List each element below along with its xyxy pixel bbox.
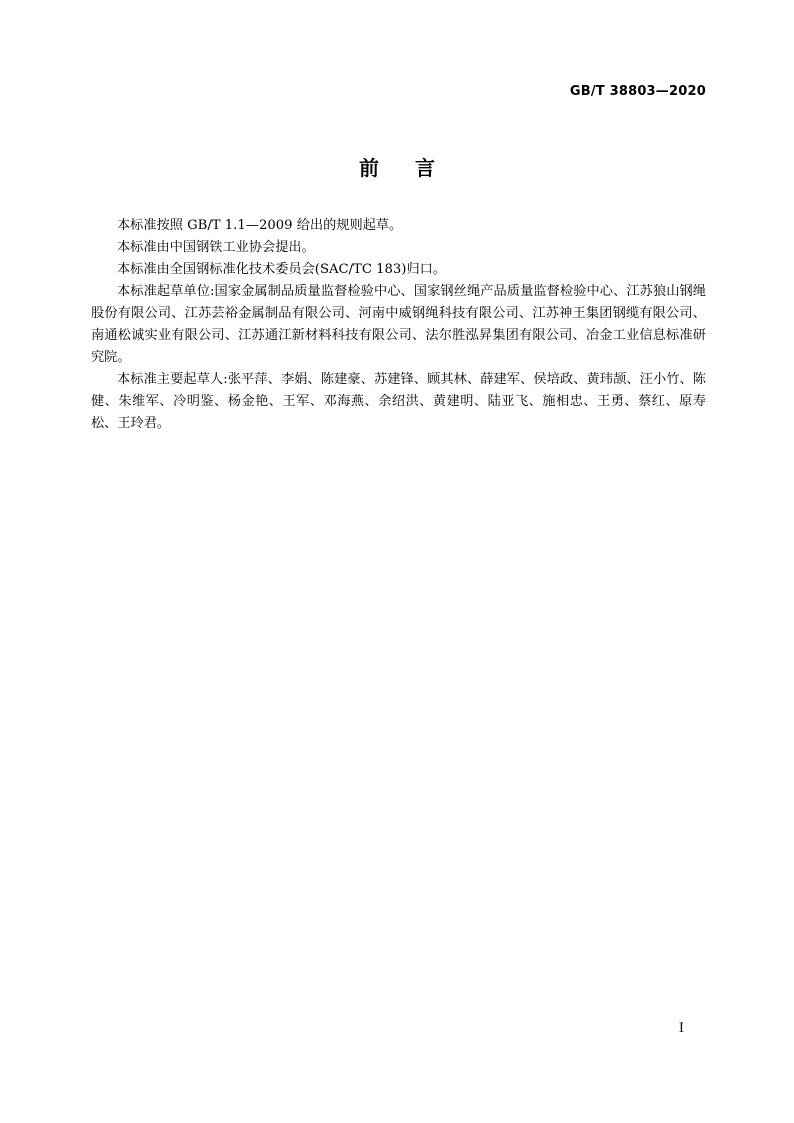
standard-code: GB/T 38803—2020 xyxy=(569,84,706,99)
page-title: 前言 xyxy=(359,156,471,180)
paragraph-proposer: 本标准由中国钢铁工业协会提出。 xyxy=(117,240,315,255)
document-body xyxy=(91,215,706,435)
page-number: I xyxy=(678,1021,684,1036)
paragraph-drafting-units: 本标准起草单位:国家金属制品质量监督检验中心、国家钢丝绳产品质量监督检验中心、江苏狼山钢绳股份有限公司、江苏芸裕金属制品有限公司、河南中威钢绳科技有限公司、江苏神王集团钢缆有限公司、南通松诚实业有限公司、江苏通江新材料科技有限公司、法尔胜泓昇集团有限公司、冶金工业信息标准研究院。 xyxy=(91,284,706,365)
paragraph-main-drafters: 本标准主要起草人:张平萍、李娟、陈建豪、苏建锋、顾其林、薛建军、侯培政、黄玮颉、汪小竹、陈健、朱维军、冷明鉴、杨金艳、王军、邓海燕、余绍洪、黄建明、陆亚飞、施相忠、王勇、蔡红、原寿松、王玲君。 xyxy=(91,372,706,431)
paragraph-technical-committee: 本标准由全国钢标准化技术委员会(SAC/TC 183)归口。 xyxy=(117,262,447,277)
paragraph-drafting-rules: 本标准按照 GB/T 1.1—2009 给出的规则起草。 xyxy=(117,218,403,233)
